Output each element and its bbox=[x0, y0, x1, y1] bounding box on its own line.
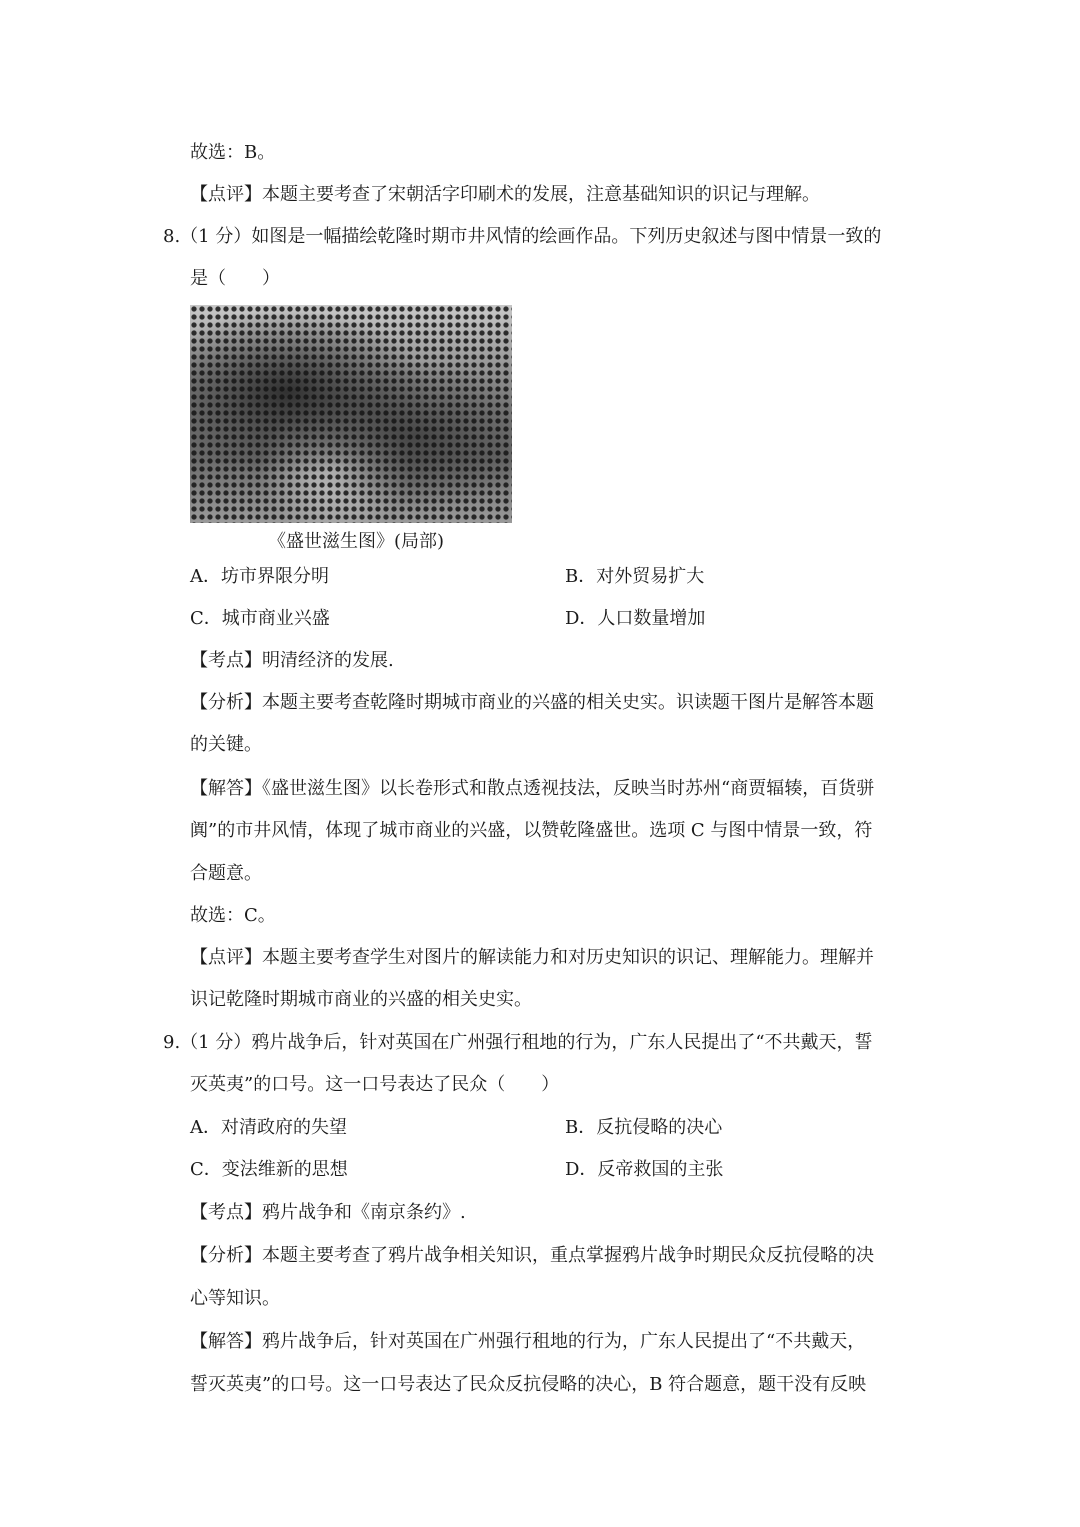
q9-stem-line2: 灭英夷”的口号。这一口号表达了民众（ ） bbox=[190, 1074, 560, 1095]
q8-option-b: B．对外贸易扩大 bbox=[565, 566, 705, 587]
q9-stem-line1: 9.（1 分）鸦片战争后，针对英国在广州强行租地的行为，广东人民提出了“不共戴天，誓 bbox=[163, 1032, 873, 1053]
q8-comment-line1: 【点评】本题主要考查学生对图片的解读能力和对历史知识的识记、理解能力。理解并 bbox=[190, 947, 874, 968]
q9-solution-line1: 【解答】鸦片战争后，针对英国在广州强行租地的行为，广东人民提出了“不共戴天， bbox=[190, 1331, 866, 1352]
painting-image bbox=[190, 305, 512, 523]
q8-option-c: C．城市商业兴盛 bbox=[190, 608, 330, 629]
q9-option-c: C．变法维新的思想 bbox=[190, 1159, 348, 1180]
q9-option-d: D．反帝救国的主张 bbox=[565, 1159, 724, 1180]
q7-comment: 【点评】本题主要考查了宋朝活字印刷术的发展，注意基础知识的识记与理解。 bbox=[190, 184, 820, 205]
q8-option-d: D．人口数量增加 bbox=[565, 608, 706, 629]
q8-solution-line2: 阗”的市井风情，体现了城市商业的兴盛，以赞乾隆盛世。选项 C 与图中情景一致，符 bbox=[190, 820, 873, 841]
q8-solution-line3: 合题意。 bbox=[190, 863, 262, 884]
figure-caption: 《盛世滋生图》(局部) bbox=[268, 531, 445, 552]
q9-option-b: B．反抗侵略的决心 bbox=[565, 1117, 723, 1138]
q8-answer: 故选：C。 bbox=[190, 905, 276, 926]
q9-analysis-line2: 心等知识。 bbox=[190, 1288, 280, 1309]
q8-analysis-line2: 的关键。 bbox=[190, 734, 262, 755]
q9-analysis-line1: 【分析】本题主要考查了鸦片战争相关知识，重点掌握鸦片战争时期民众反抗侵略的决 bbox=[190, 1245, 874, 1266]
q9-option-a: A．对清政府的失望 bbox=[190, 1117, 347, 1138]
q8-option-a: A．坊市界限分明 bbox=[190, 566, 329, 587]
q9-solution-line2: 誓灭英夷”的口号。这一口号表达了民众反抗侵略的决心，B 符合题意，题干没有反映 bbox=[190, 1374, 867, 1395]
q7-answer: 故选：B。 bbox=[190, 142, 276, 163]
q8-stem-line1: 8.（1 分）如图是一幅描绘乾隆时期市井风情的绘画作品。下列历史叙述与图中情景一致的 bbox=[163, 226, 882, 247]
q8-comment-line2: 识记乾隆时期城市商业的兴盛的相关史实。 bbox=[190, 989, 532, 1010]
q8-solution-line1: 【解答】《盛世滋生图》以长卷形式和散点透视技法，反映当时苏州“商贾辐辏，百货骈 bbox=[190, 778, 875, 799]
q8-stem-line2: 是（ ） bbox=[190, 268, 280, 289]
q8-analysis-line1: 【分析】本题主要考查乾隆时期城市商业的兴盛的相关史实。识读题干图片是解答本题 bbox=[190, 692, 874, 713]
q8-kaodian: 【考点】明清经济的发展. bbox=[190, 650, 394, 671]
q9-kaodian: 【考点】鸦片战争和《南京条约》. bbox=[190, 1202, 466, 1223]
